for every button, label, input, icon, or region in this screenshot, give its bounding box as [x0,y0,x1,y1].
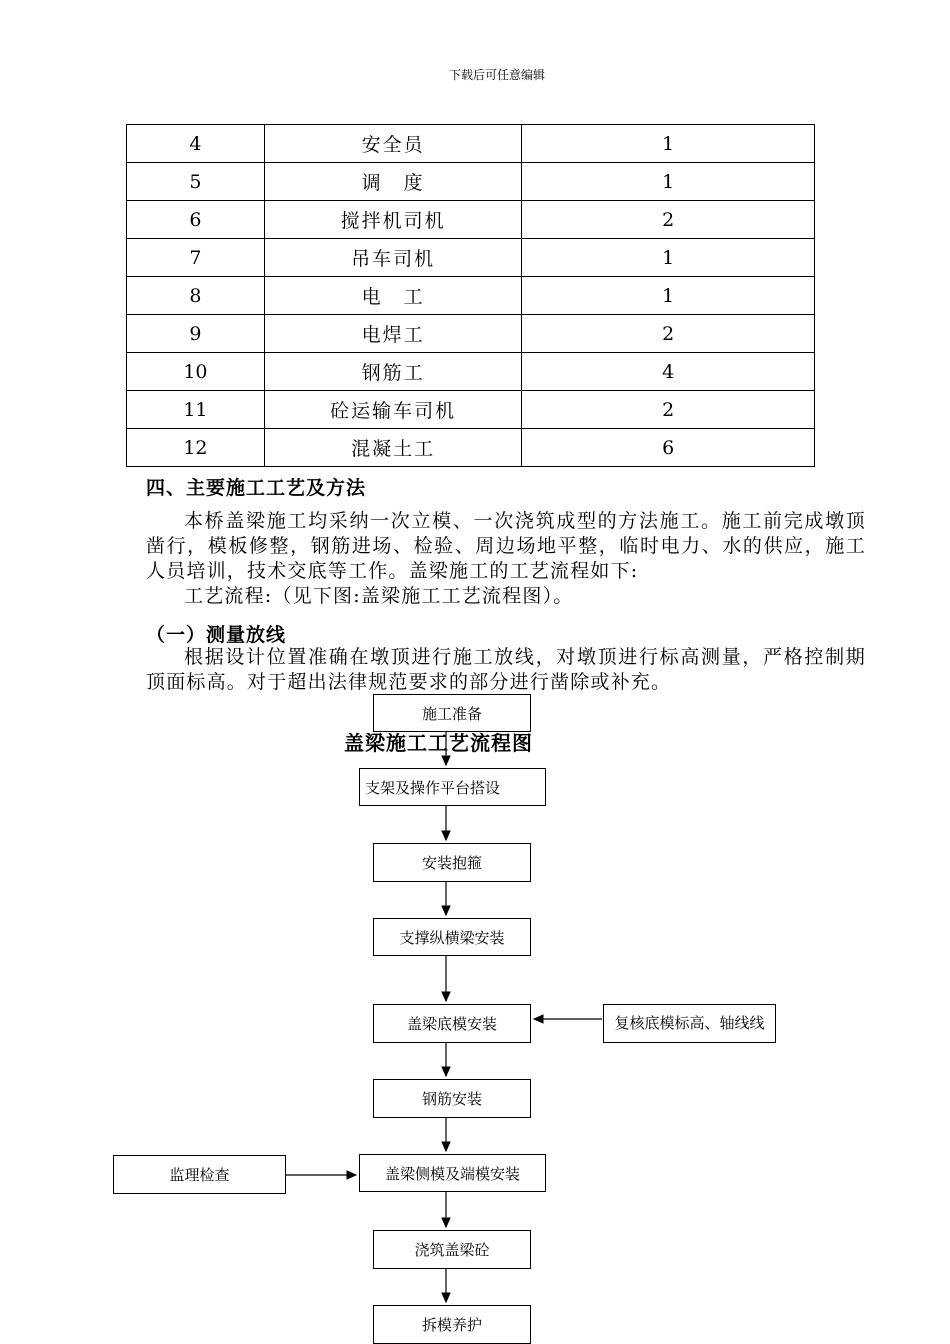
flow-step-side-form: 盖梁侧模及端模安装 [359,1154,546,1192]
cell-role: 砼运输车司机 [264,391,522,429]
cell-count: 2 [522,315,815,353]
cell-role: 混凝土工 [264,429,522,467]
cell-number: 9 [127,315,265,353]
cell-number: 4 [127,125,265,163]
flowchart-title: 盖梁施工工艺流程图 [344,731,533,755]
cell-number: 8 [127,277,265,315]
section-heading: 四、主要施工工艺及方法 [146,477,367,499]
cell-count: 1 [522,125,815,163]
cell-count: 1 [522,239,815,277]
flow-step-supervision: 监理检查 [113,1155,286,1194]
flow-step-pour: 浇筑盖梁砼 [373,1230,531,1269]
flow-step-recheck: 复核底模标高、轴线线 [603,1004,776,1043]
flow-step-hoop: 安装抱箍 [373,843,531,882]
cell-number: 12 [127,429,265,467]
cell-count: 2 [522,391,815,429]
cell-count: 4 [522,353,815,391]
cell-count: 6 [522,429,815,467]
header-note: 下载后可任意编辑 [448,68,545,82]
flow-step-scaffold: 支架及操作平台搭设 [359,768,546,806]
flow-step-bottom-form: 盖梁底模安装 [373,1004,531,1043]
cell-role: 吊车司机 [264,239,522,277]
cell-number: 11 [127,391,265,429]
cell-role: 电焊工 [264,315,522,353]
flow-step-rebar: 钢筋安装 [373,1079,531,1118]
cell-role: 调 度 [264,163,522,201]
cell-count: 1 [522,163,815,201]
flow-step-beams: 支撑纵横梁安装 [373,918,531,956]
cell-count: 2 [522,201,815,239]
cell-role: 安全员 [264,125,522,163]
cell-role: 电 工 [264,277,522,315]
flow-reference: 工艺流程:（见下图:盖梁施工工艺流程图）。 [184,585,574,607]
cell-count: 1 [522,277,815,315]
cell-role: 搅拌机司机 [264,201,522,239]
subsection-paragraph-text: 根据设计位置准确在墩顶进行施工放线，对墩顶进行标高测量，严格控制期顶面标高。对于超出法律规范要求的部分进行凿除或补充。 [146,646,866,693]
cell-number: 10 [127,353,265,391]
cell-role: 钢筋工 [264,353,522,391]
flow-step-strip: 拆模养护 [373,1305,531,1344]
cell-number: 5 [127,163,265,201]
cell-number: 7 [127,239,265,277]
cell-number: 6 [127,201,265,239]
flow-step-prep: 施工准备 [373,694,531,732]
subsection-heading: （一）测量放线 [146,624,287,646]
section-paragraph-text: 本桥盖梁施工均采纳一次立模、一次浇筑成型的方法施工。施工前完成墩顶凿行，模板修整，钢筋进场、检验、周边场地平整，临时电力、水的供应，施工人员培训，技术交底等工作。盖梁施工的工艺流程如下: [146,510,866,582]
